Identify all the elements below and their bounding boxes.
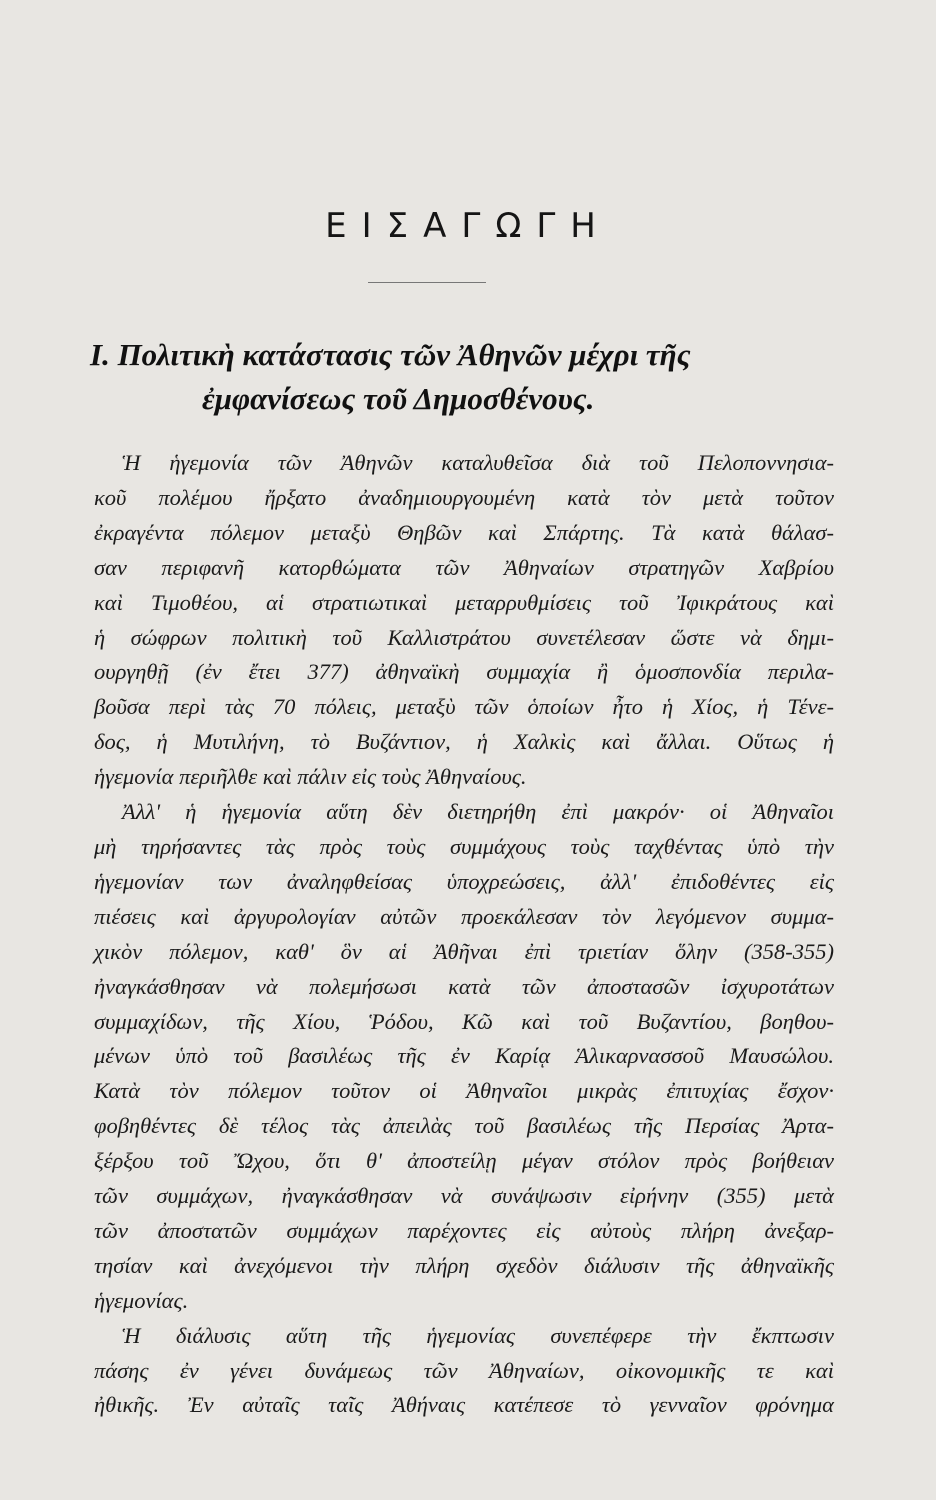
chapter-heading: ΕΙΣΑΓΩΓΗ (325, 206, 611, 246)
heading-divider (368, 282, 486, 283)
text-line: βοῦσα περὶ τὰς 70 πόλεις, μεταξὺ τῶν ὁποίων ἦτο ἡ Χίος, ἡ Τένε- (94, 694, 834, 720)
text-line: ἡγεμονίαν των ἀναληφθείσας ὑποχρεώσεις, ἀλλ' ἐπιδοθέντες εἰς (94, 868, 834, 894)
text-line: Κατὰ τὸν πόλεμον τοῦτον οἱ Ἀθηναῖοι μικρὰς ἐπιτυχίας ἔσχον· (94, 1078, 834, 1104)
section-title-line-2: ἐμφανίσεως τοῦ Δημοσθένους. (202, 381, 595, 416)
text-line: Ἡ ἡγεμονία τῶν Ἀθηνῶν καταλυθεῖσα διὰ τοῦ Πελοποννησια- (122, 450, 834, 475)
text-line: καὶ Τιμοθέου, αἱ στρατιωτικαὶ μεταρρυθμίσεις τοῦ Ἰφικράτους καὶ (94, 589, 834, 615)
text-line: ἠναγκάσθησαν νὰ πολεμήσωσι κατὰ τῶν ἀποστασῶν ἰσχυροτάτων (94, 973, 834, 999)
body-text (94, 446, 834, 1423)
text-line: Ἡ διάλυσις αὕτη τῆς ἡγεμονίας συνεπέφερε τὴν ἔκπτωσιν (122, 1322, 834, 1348)
text-line: χικὸν πόλεμον, καθ' ὃν αἱ Ἀθῆναι ἐπὶ τριετίαν ὅλην (358-355) (94, 938, 834, 964)
text-line: Ἀλλ' ἡ ἡγεμονία αὕτη δὲν διετηρήθη ἐπὶ μακρόν· οἱ Ἀθηναῖοι (122, 799, 834, 825)
text-line: συμμαχίδων, τῆς Χίου, Ῥόδου, Κῶ καὶ τοῦ Βυζαντίου, βοηθου- (94, 1008, 834, 1034)
text-line: μὴ τηρήσαντες τὰς πρὸς τοὺς συμμάχους τοὺς ταχθέντας ὑπὸ τὴν (94, 833, 834, 859)
text-line: ἡγεμονία περιῆλθε καὶ πάλιν εἰς τοὺς Ἀθηναίους. (94, 764, 527, 790)
text-line: ἠθικῆς. Ἐν αὐταῖς ταῖς Ἀθήναις κατέπεσε τὸ γενναῖον φρόνημα (94, 1392, 834, 1418)
text-line: ἡγεμονίας. (94, 1287, 189, 1313)
text-line: πιέσεις καὶ ἀργυρολογίαν αὐτῶν προεκάλεσαν τὸν λεγόμενον συμμα- (94, 903, 834, 929)
section-title-line-1: Ι. Πολιτικὴ κατάστασις τῶν Ἀθηνῶν μέχρι τῆς (90, 337, 691, 372)
text-line: ουργηθῇ (ἐν ἔτει 377) ἀθηναϊκὴ συμμαχία ἢ ὁμοσπονδία περιλα- (94, 659, 834, 685)
text-line: πάσης ἐν γένει δυνάμεως τῶν Ἀθηναίων, οἰκονομικῆς τε καὶ (94, 1357, 834, 1383)
section-title (90, 333, 830, 421)
text-line: μένων ὑπὸ τοῦ βασιλέως τῆς ἐν Καρίᾳ Ἁλικαρνασσοῦ Μαυσώλου. (94, 1043, 834, 1069)
text-line: κοῦ πολέμου ἤρξατο ἀναδημιουργουμένη κατὰ τὸν μετὰ τοῦτον (94, 484, 834, 510)
text-line: δος, ἡ Μυτιλήνη, τὸ Βυζάντιον, ἡ Χαλκὶς καὶ ἄλλαι. Οὕτως ἡ (94, 729, 834, 755)
text-line: τῶν ἀποστατῶν συμμάχων παρέχοντες εἰς αὐτοὺς πλήρη ἀνεξαρ- (94, 1217, 834, 1243)
text-line: ξέρξου τοῦ Ὤχου, ὅτι θ' ἀποστείλῃ μέγαν στόλον πρὸς βοήθειαν (94, 1148, 834, 1174)
text-line: τῶν συμμάχων, ἠναγκάσθησαν νὰ συνάψωσιν εἰρήνην (355) μετὰ (94, 1183, 834, 1209)
text-line: σαν περιφανῆ κατορθώματα τῶν Ἀθηναίων στρατηγῶν Χαβρίου (94, 554, 834, 580)
text-line: φοβηθέντες δὲ τέλος τὰς ἀπειλὰς τοῦ βασιλέως τῆς Περσίας Ἀρτα- (94, 1113, 834, 1139)
text-line: ἡ σώφρων πολιτικὴ τοῦ Καλλιστράτου συνετέλεσαν ὥστε νὰ δημι- (94, 624, 834, 650)
text-line: τησίαν καὶ ἀνεχόμενοι τὴν πλήρη σχεδὸν διάλυσιν τῆς ἀθηναϊκῆς (94, 1252, 834, 1278)
text-line: ἐκραγέντα πόλεμον μεταξὺ Θηβῶν καὶ Σπάρτης. Τὰ κατὰ θάλασ- (94, 519, 834, 545)
